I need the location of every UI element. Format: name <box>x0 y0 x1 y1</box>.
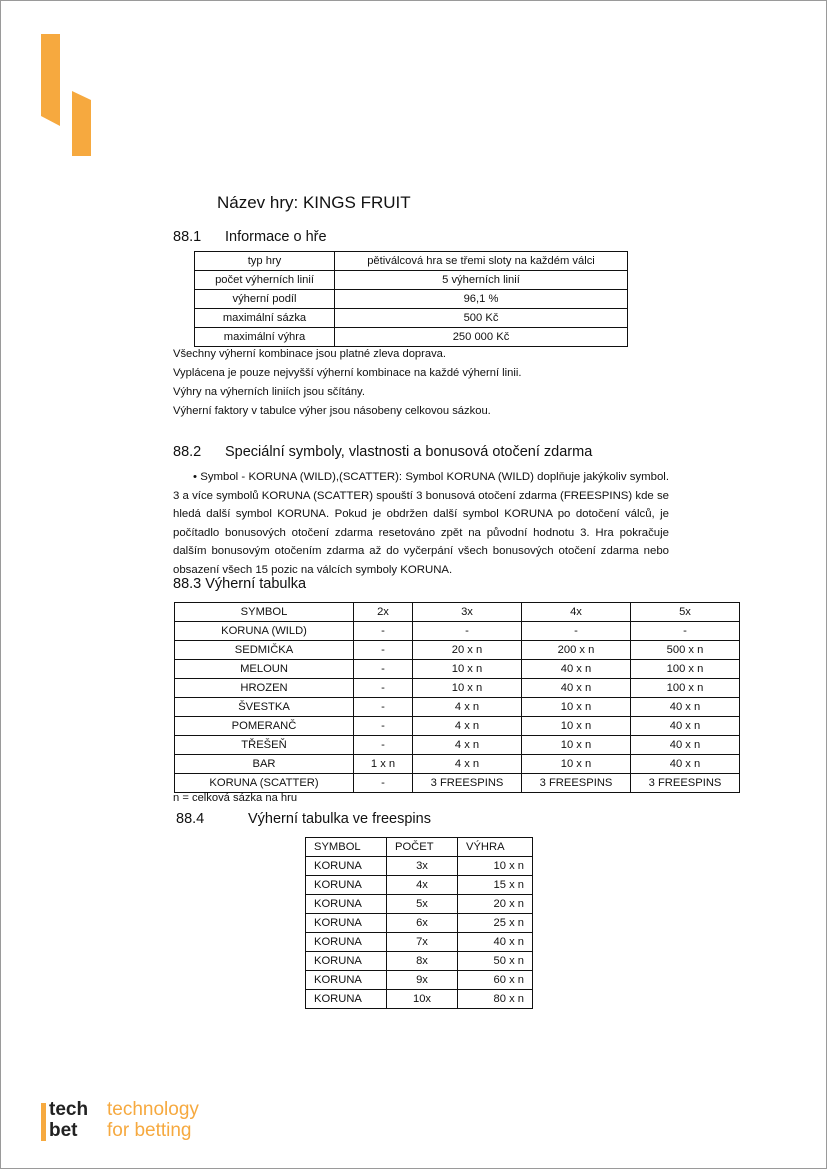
paytable <box>174 602 740 793</box>
payout-cell: - <box>354 660 413 679</box>
symbol-cell: BAR <box>175 755 354 774</box>
symbol-cell: KORUNA <box>306 914 387 933</box>
payout-cell: 40 x n <box>631 736 740 755</box>
payout-cell: 40 x n <box>522 679 631 698</box>
freespins-row <box>306 933 533 952</box>
payout-cell: - <box>413 622 522 641</box>
rules-notes <box>173 345 521 421</box>
symbol-cell: SEDMIČKA <box>175 641 354 660</box>
symbol-cell: KORUNA <box>306 971 387 990</box>
wordmark-line: bet <box>49 1120 78 1141</box>
payout-cell: 4 x n <box>413 736 522 755</box>
note: Vyplácena je pouze nejvyšší výherní kombinace na každé výherní linii. <box>173 367 522 379</box>
payout-cell: - <box>354 641 413 660</box>
symbol-cell: HROZEN <box>175 679 354 698</box>
freespins-row <box>306 895 533 914</box>
info-value: 500 Kč <box>335 309 628 328</box>
symbol-cell: KORUNA <box>306 952 387 971</box>
freespins-row <box>306 857 533 876</box>
note: Všechny výherní kombinace jsou platné zleva doprava. <box>173 348 447 360</box>
payout-cell: 100 x n <box>631 660 740 679</box>
column-header: VÝHRA <box>458 838 533 857</box>
section-title: Výherní tabulka ve freespins <box>248 811 431 827</box>
column-header: 5x <box>631 603 740 622</box>
payout-cell: 500 x n <box>631 641 740 660</box>
info-row <box>195 290 628 309</box>
payout-cell: 20 x n <box>413 641 522 660</box>
paytable-footnote: n = celková sázka na hru <box>173 792 298 804</box>
count-cell: 8x <box>387 952 458 971</box>
section-88-1-heading <box>173 229 327 245</box>
paytable-row <box>175 755 740 774</box>
info-label: počet výherních linií <box>195 271 335 290</box>
symbol-cell: POMERANČ <box>175 717 354 736</box>
paytable-row <box>175 698 740 717</box>
paytable-row <box>175 641 740 660</box>
payout-cell: 40 x n <box>458 933 533 952</box>
info-row <box>195 309 628 328</box>
payout-cell: - <box>522 622 631 641</box>
payout-cell: 40 x n <box>631 755 740 774</box>
payout-cell: 1 x n <box>354 755 413 774</box>
paytable-row <box>175 660 740 679</box>
info-row <box>195 271 628 290</box>
paytable-row <box>175 717 740 736</box>
freespins-row <box>306 952 533 971</box>
payout-cell: 3 FREESPINS <box>522 774 631 793</box>
payout-cell: - <box>631 622 740 641</box>
section-88-2-heading <box>173 444 592 460</box>
freespins-row <box>306 914 533 933</box>
payout-cell: - <box>354 774 413 793</box>
freespins-paytable <box>305 837 533 1009</box>
section-title: Informace o hře <box>225 229 327 245</box>
count-cell: 5x <box>387 895 458 914</box>
payout-cell: 3 FREESPINS <box>413 774 522 793</box>
symbol-cell: ŠVESTKA <box>175 698 354 717</box>
freespins-row <box>306 990 533 1009</box>
paytable-header-row <box>175 603 740 622</box>
info-label: maximální sázka <box>195 309 335 328</box>
note: Výherní faktory v tabulce výher jsou násobeny celkovou sázkou. <box>173 405 491 417</box>
section-number: 88.4 <box>176 811 205 827</box>
symbol-cell: KORUNA (WILD) <box>175 622 354 641</box>
payout-cell: 10 x n <box>413 679 522 698</box>
count-cell: 3x <box>387 857 458 876</box>
payout-cell: 40 x n <box>522 660 631 679</box>
symbol-cell: TŘEŠEŇ <box>175 736 354 755</box>
payout-cell: 40 x n <box>631 717 740 736</box>
wordmark-line: tech <box>49 1099 89 1120</box>
section-number: 88.2 <box>173 444 202 460</box>
freespins-row <box>306 876 533 895</box>
payout-cell: 10 x n <box>522 698 631 717</box>
symbol-cell: KORUNA <box>306 990 387 1009</box>
note: Výhry na výherních liniích jsou sčítány. <box>173 386 365 398</box>
info-label: typ hry <box>195 252 335 271</box>
payout-cell: 10 x n <box>458 857 533 876</box>
symbol-cell: KORUNA <box>306 857 387 876</box>
payout-cell: 40 x n <box>631 698 740 717</box>
techbet-logo-icon <box>41 34 93 156</box>
info-value: 250 000 Kč <box>335 328 628 347</box>
brand-bar-icon <box>41 1103 46 1141</box>
freespins-row <box>306 971 533 990</box>
payout-cell: 3 FREESPINS <box>631 774 740 793</box>
symbol-cell: KORUNA <box>306 876 387 895</box>
payout-cell: 10 x n <box>413 660 522 679</box>
payout-cell: 60 x n <box>458 971 533 990</box>
freespins-header-row <box>306 838 533 857</box>
section-88-3-heading: 88.3 Výherní tabulka <box>173 576 307 592</box>
payout-cell: 80 x n <box>458 990 533 1009</box>
section-number: 88.1 <box>173 229 202 245</box>
count-cell: 4x <box>387 876 458 895</box>
count-cell: 9x <box>387 971 458 990</box>
info-value: 5 výherních linií <box>335 271 628 290</box>
count-cell: 6x <box>387 914 458 933</box>
payout-cell: 100 x n <box>631 679 740 698</box>
symbol-cell: KORUNA <box>306 895 387 914</box>
payout-cell: 4 x n <box>413 755 522 774</box>
payout-cell: 4 x n <box>413 698 522 717</box>
count-cell: 10x <box>387 990 458 1009</box>
payout-cell: 10 x n <box>522 755 631 774</box>
brand-tagline <box>107 1099 199 1141</box>
count-cell: 7x <box>387 933 458 952</box>
payout-cell: 10 x n <box>522 717 631 736</box>
column-header: 4x <box>522 603 631 622</box>
special-symbols-paragraph: • Symbol - KORUNA (WILD),(SCATTER): Symbol KORUNA (WILD) doplňuje jakýkoliv symbol. 3 a více symbolů KORUNA (SCATTER) spouští 3 bonusová otočení zdarma (FREESPINS) kde se hledá další symbol KORUNA. Pokud je obdržen další symbol KORUNA po dotočení válců, je počítadlo bonusových otočení zdarma resetováno zpět na původní hodnotu 3. Hra pokračuje dalším bonusovým otočením zdarma až do vyčerpání všech bonusových otočení zdarma nebo obsazení všech 15 pozic na válcích symboly KORUNA. <box>173 471 669 576</box>
column-header: POČET <box>387 838 458 857</box>
paytable-row <box>175 622 740 641</box>
payout-cell: - <box>354 717 413 736</box>
document-title: Název hry: KINGS FRUIT <box>217 193 411 212</box>
info-label: výherní podíl <box>195 290 335 309</box>
tagline-line: for betting <box>107 1120 192 1141</box>
payout-cell: 10 x n <box>522 736 631 755</box>
symbol-cell: KORUNA <box>306 933 387 952</box>
symbol-cell: MELOUN <box>175 660 354 679</box>
paytable-row <box>175 679 740 698</box>
payout-cell: 50 x n <box>458 952 533 971</box>
payout-cell: - <box>354 679 413 698</box>
game-info-table <box>194 251 628 347</box>
column-header: 2x <box>354 603 413 622</box>
payout-cell: 4 x n <box>413 717 522 736</box>
payout-cell: 20 x n <box>458 895 533 914</box>
info-row <box>195 328 628 347</box>
tagline-line: technology <box>107 1099 199 1120</box>
symbol-cell: KORUNA (SCATTER) <box>175 774 354 793</box>
column-header: SYMBOL <box>306 838 387 857</box>
section-title: Speciální symboly, vlastnosti a bonusová otočení zdarma <box>225 444 593 460</box>
payout-cell: - <box>354 622 413 641</box>
info-label: maximální výhra <box>195 328 335 347</box>
payout-cell: - <box>354 698 413 717</box>
info-row <box>195 252 628 271</box>
payout-cell: 15 x n <box>458 876 533 895</box>
payout-cell: - <box>354 736 413 755</box>
payout-cell: 200 x n <box>522 641 631 660</box>
section-88-4-heading <box>176 811 431 827</box>
info-value: 96,1 % <box>335 290 628 309</box>
column-header: 3x <box>413 603 522 622</box>
info-value: pětiválcová hra se třemi sloty na každém válci <box>335 252 628 271</box>
payout-cell: 25 x n <box>458 914 533 933</box>
paytable-row <box>175 736 740 755</box>
column-header: SYMBOL <box>175 603 354 622</box>
brand-wordmark <box>49 1099 88 1141</box>
